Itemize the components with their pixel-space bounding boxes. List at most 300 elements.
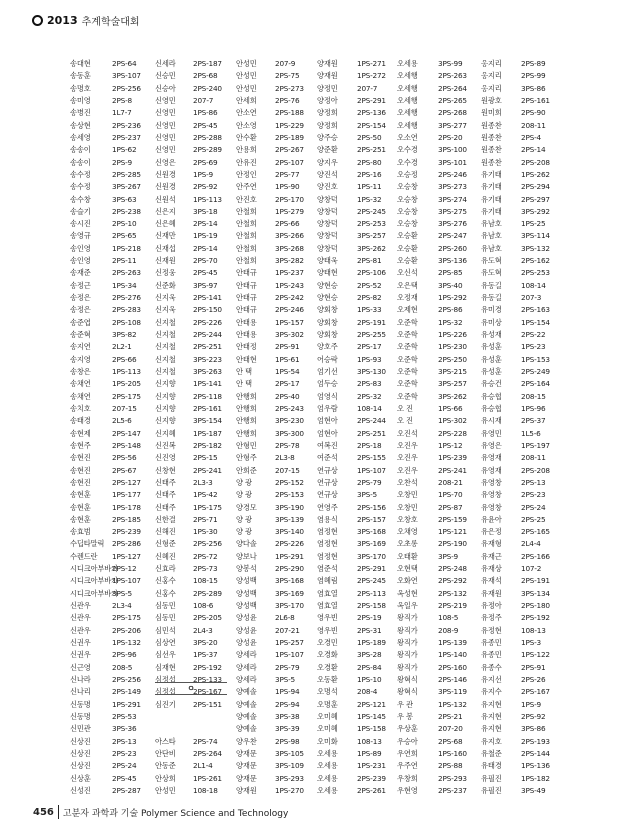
paper-code: 2PS-77 bbox=[275, 169, 300, 179]
author-name: 양주승 bbox=[317, 132, 338, 142]
paper-code: 2PS-16 bbox=[357, 169, 382, 179]
author-name: 신형준 bbox=[155, 539, 176, 549]
author-name: 어승락 bbox=[317, 354, 338, 364]
author-name: 안성민 bbox=[236, 71, 257, 81]
paper-code: 2L3-8 bbox=[275, 453, 295, 463]
paper-code: 1PS-239 bbox=[438, 453, 467, 463]
author-name: 안동준 bbox=[155, 761, 176, 771]
paper-code: 2PS-285 bbox=[112, 169, 141, 179]
author-name: 신영민 bbox=[155, 120, 176, 130]
paper-code: 3PS-136 bbox=[438, 256, 467, 266]
author-name: 오세용 bbox=[317, 761, 338, 771]
paper-code: 1PS-107 bbox=[275, 650, 304, 660]
author-name: 유기태 bbox=[481, 206, 502, 216]
paper-code: 1PS-187 bbox=[193, 428, 222, 438]
paper-code: 2PS-11 bbox=[112, 256, 137, 266]
paper-code: 3PS-107 bbox=[112, 71, 141, 81]
author-name: 양 광 bbox=[236, 477, 252, 487]
author-name: 유윤아 bbox=[481, 514, 502, 524]
paper-code: 3PS-168 bbox=[275, 576, 304, 586]
author-name: 유성재 bbox=[481, 330, 502, 340]
author-name: 신동명 bbox=[70, 711, 91, 721]
paper-code: 2PS-267 bbox=[275, 145, 304, 155]
author-name: 양세라 bbox=[236, 675, 257, 684]
paper-code: 1PS-270 bbox=[275, 785, 304, 795]
author-name: 신지욱 bbox=[155, 305, 176, 315]
author-name: 안세희 bbox=[236, 95, 257, 105]
author-name: 유시재 bbox=[481, 416, 502, 426]
author-name: 오화연 bbox=[397, 576, 418, 586]
author-name: 양창덕 bbox=[317, 231, 338, 241]
author-name: 양성윤 bbox=[236, 638, 257, 648]
author-name: 신재원 bbox=[155, 256, 176, 266]
paper-code: 3PS-105 bbox=[275, 748, 304, 758]
paper-code: 1PS-257 bbox=[275, 638, 304, 648]
author-name: 신재만 bbox=[155, 231, 176, 241]
author-name: 양성백 bbox=[236, 601, 257, 611]
paper-code: 2L3-3 bbox=[193, 477, 213, 487]
paper-code: 1PS-302 bbox=[438, 416, 467, 426]
paper-code: 2L4-3 bbox=[193, 625, 213, 635]
paper-code: 2PS-251 bbox=[357, 145, 386, 155]
author-name: 우승아 bbox=[397, 736, 418, 746]
paper-code: 3PS-215 bbox=[438, 367, 467, 376]
author-name: 유지선 bbox=[481, 675, 502, 684]
author-name: 송준혁 bbox=[70, 330, 91, 340]
author-name: 오수경 bbox=[397, 145, 418, 155]
paper-code: 2PS-161 bbox=[193, 403, 222, 413]
circle-bullet-icon bbox=[32, 15, 43, 26]
author-name: 엄영식 bbox=[317, 391, 338, 401]
author-name: 유성훈 bbox=[481, 354, 502, 364]
author-name: 오세용 bbox=[397, 59, 418, 68]
paper-code: 2PS-208 bbox=[521, 157, 550, 167]
author-name: 심동민 bbox=[155, 613, 176, 623]
author-name: 양성윤 bbox=[236, 625, 257, 635]
paper-code: 2PS-108 bbox=[112, 317, 141, 327]
paper-code: 1PS-279 bbox=[275, 206, 304, 216]
author-name: 양예솔 bbox=[236, 699, 257, 709]
author-name: 원미희 bbox=[481, 108, 502, 118]
author-name: 오진우 bbox=[397, 440, 418, 450]
paper-code: 1L5-6 bbox=[521, 428, 541, 438]
paper-code: 3PS-266 bbox=[275, 231, 304, 241]
paper-code: 2PS-185 bbox=[112, 514, 141, 524]
author-name: 오현택 bbox=[397, 564, 418, 574]
author-name: 오준학 bbox=[397, 342, 418, 352]
paper-code: 2PS-76 bbox=[275, 95, 300, 105]
author-name: 오정재 bbox=[397, 293, 418, 303]
paper-code: 1PS-231 bbox=[357, 761, 386, 771]
section-header: ㅇ bbox=[155, 682, 227, 695]
author-name: 신지철 bbox=[155, 330, 176, 340]
paper-code: 2PS-155 bbox=[357, 453, 386, 463]
author-name: 송동훈 bbox=[70, 71, 91, 81]
paper-code: 2PS-14 bbox=[521, 145, 546, 155]
paper-code: 2PS-244 bbox=[357, 416, 386, 426]
paper-code: 3PS-63 bbox=[112, 194, 137, 204]
paper-code: 2PS-82 bbox=[357, 293, 382, 303]
author-name: 유재상 bbox=[481, 564, 502, 574]
author-name: 송시진 bbox=[70, 219, 91, 229]
paper-code: 3PS-114 bbox=[521, 231, 550, 241]
paper-code: 2PS-256 bbox=[112, 83, 141, 93]
paper-code: 3PS-293 bbox=[275, 773, 304, 783]
author-name: 안태용 bbox=[236, 330, 257, 340]
paper-code: 1PS-132 bbox=[112, 638, 141, 648]
author-name: 시디크아부바카 bbox=[70, 576, 118, 586]
author-name: 오경환 bbox=[317, 662, 338, 672]
author-name: 유영창 bbox=[481, 502, 502, 512]
paper-code: 2PS-163 bbox=[521, 305, 550, 315]
paper-code: 2PS-21 bbox=[438, 711, 463, 721]
author-name: 신영민 bbox=[155, 95, 176, 105]
author-name: 신상진 bbox=[70, 736, 91, 746]
paper-code: 1PS-237 bbox=[275, 268, 304, 278]
author-name: 양예솔 bbox=[236, 687, 257, 697]
paper-code: 207-3 bbox=[521, 293, 542, 303]
author-name: 양창덕 bbox=[317, 194, 338, 204]
paper-code: 2PS-98 bbox=[275, 736, 300, 746]
paper-code: 108-14 bbox=[357, 403, 382, 413]
paper-code: 1PS-189 bbox=[357, 638, 386, 648]
paper-code: 3PS-170 bbox=[357, 551, 386, 561]
paper-code: 1PS-33 bbox=[357, 305, 382, 315]
author-name: 왕직가 bbox=[397, 613, 418, 623]
paper-code: 208-9 bbox=[438, 625, 459, 635]
paper-code: 1PS-197 bbox=[521, 440, 550, 450]
author-name: 유철준 bbox=[481, 748, 502, 758]
author-name: 오승환 bbox=[397, 243, 418, 253]
author-name: 염준석 bbox=[317, 564, 338, 574]
author-name: 송창은 bbox=[70, 367, 91, 376]
author-name: 유영민 bbox=[481, 428, 502, 438]
author-name: 양봉석 bbox=[236, 564, 257, 574]
paper-code: 3PS-5 bbox=[357, 490, 377, 500]
paper-code: 2PS-226 bbox=[193, 317, 222, 327]
author-name: 유필진 bbox=[481, 785, 502, 795]
author-name: 양정희 bbox=[317, 120, 338, 130]
paper-code: 208-21 bbox=[438, 477, 463, 487]
paper-code: 207-9 bbox=[275, 59, 296, 68]
paper-code: 2PS-83 bbox=[357, 379, 382, 389]
paper-code: 2PS-289 bbox=[193, 145, 222, 155]
paper-code: 2PS-238 bbox=[112, 206, 141, 216]
paper-code: 2PS-24 bbox=[521, 502, 546, 512]
author-name: 염혜림 bbox=[317, 576, 338, 586]
author-name: 양지우 bbox=[317, 157, 338, 167]
author-name: 엄기선 bbox=[317, 367, 338, 376]
author-name: 안 택 bbox=[236, 367, 252, 376]
paper-code: 2PS-159 bbox=[438, 514, 467, 524]
paper-code: 1PS-86 bbox=[193, 108, 218, 118]
paper-code: 2PS-146 bbox=[438, 675, 467, 684]
paper-code: 2PS-237 bbox=[438, 785, 467, 795]
author-name: 연규상 bbox=[317, 477, 338, 487]
paper-code: 1PS-9 bbox=[521, 699, 541, 709]
paper-code: 3PS-190 bbox=[275, 502, 304, 512]
author-name: 염정현 bbox=[317, 539, 338, 549]
paper-code: 2PS-23 bbox=[112, 748, 137, 758]
paper-code: 1PS-107 bbox=[112, 576, 141, 586]
author-name: 오세행 bbox=[397, 108, 418, 118]
paper-code: 3PS-257 bbox=[357, 231, 386, 241]
author-name: 옹지리 bbox=[481, 71, 502, 81]
paper-code: 2PS-205 bbox=[193, 613, 222, 623]
paper-code: 1PS-226 bbox=[438, 330, 467, 340]
paper-code: 2PS-265 bbox=[438, 95, 467, 105]
paper-code: 1PS-70 bbox=[438, 490, 463, 500]
author-name: 신지혜 bbox=[155, 428, 176, 438]
author-name: 오 진 bbox=[397, 416, 413, 426]
author-name: 우상훈 bbox=[397, 724, 418, 734]
author-name: 오진석 bbox=[397, 428, 418, 438]
author-name: 오승정 bbox=[397, 169, 418, 179]
paper-code: 2PS-166 bbox=[521, 551, 550, 561]
paper-code: 2PS-241 bbox=[193, 465, 222, 475]
author-name: 심동민 bbox=[155, 601, 176, 611]
paper-code: 1PS-160 bbox=[438, 748, 467, 758]
paper-code: 2PS-133 bbox=[193, 675, 222, 684]
author-name: 오경화 bbox=[317, 650, 338, 660]
paper-code: 208-5 bbox=[112, 662, 133, 672]
author-name: 유태경 bbox=[481, 761, 502, 771]
author-name: 오준학 bbox=[397, 391, 418, 401]
author-name: 오미혜 bbox=[317, 711, 338, 721]
author-name: 왕직가 bbox=[397, 625, 418, 635]
paper-code: 1PS-12 bbox=[438, 440, 463, 450]
author-name: 양준환 bbox=[317, 145, 338, 155]
author-name: 유승협 bbox=[481, 391, 502, 401]
author-name: 유정현 bbox=[481, 625, 502, 635]
author-name: 양정민 bbox=[317, 83, 338, 93]
author-name: 송송이 bbox=[70, 145, 91, 155]
paper-code: 2PS-70 bbox=[193, 256, 218, 266]
paper-code: 2PS-17 bbox=[357, 342, 382, 352]
paper-code: 207-15 bbox=[275, 465, 300, 475]
author-name: 송현진 bbox=[70, 477, 91, 487]
author-name: 오세용 bbox=[317, 785, 338, 795]
author-name: 송효범 bbox=[70, 527, 91, 537]
paper-code: 3PS-277 bbox=[438, 120, 467, 130]
author-name: 여복진 bbox=[317, 440, 338, 450]
paper-code: 2PS-175 bbox=[112, 391, 141, 401]
author-name: 송재준 bbox=[70, 268, 91, 278]
paper-code: 1PS-175 bbox=[193, 502, 222, 512]
paper-code: 3PS-263 bbox=[193, 367, 222, 376]
paper-code: 2PS-84 bbox=[357, 662, 382, 672]
author-name: 오창민 bbox=[397, 490, 418, 500]
paper-code: 2PS-289 bbox=[193, 588, 222, 598]
paper-code: 2PS-164 bbox=[521, 379, 550, 389]
author-name: 유지현 bbox=[481, 699, 502, 709]
author-name: 신근영 bbox=[70, 662, 91, 672]
author-name: 오미혜 bbox=[317, 724, 338, 734]
author-name: 안유진 bbox=[236, 157, 257, 167]
author-name: 엄우람 bbox=[317, 403, 338, 413]
paper-code: 3PS-262 bbox=[438, 391, 467, 401]
paper-code: 3PS-5 bbox=[112, 588, 132, 598]
paper-code: 1PS-178 bbox=[112, 502, 141, 512]
paper-code: 2PS-87 bbox=[438, 502, 463, 512]
paper-code: 2L2-1 bbox=[112, 342, 132, 352]
paper-code: 2PS-263 bbox=[112, 268, 141, 278]
paper-code: 2PS-206 bbox=[112, 625, 141, 635]
paper-code: 2PS-160 bbox=[438, 662, 467, 672]
paper-code: 2PS-170 bbox=[275, 194, 304, 204]
paper-code: 2PS-152 bbox=[275, 477, 304, 487]
author-name: 오준학 bbox=[397, 379, 418, 389]
paper-code: 2PS-88 bbox=[438, 761, 463, 771]
paper-code: 2PS-288 bbox=[193, 132, 222, 142]
paper-code: 2PS-167 bbox=[521, 687, 550, 697]
author-name: 유남호 bbox=[481, 219, 502, 229]
author-name: 안행희 bbox=[236, 391, 257, 401]
paper-code: 1PS-94 bbox=[275, 687, 300, 697]
paper-code: 2PS-191 bbox=[357, 317, 386, 327]
author-name: 오세행 bbox=[397, 120, 418, 130]
author-name: 유재석 bbox=[481, 576, 502, 586]
author-name: 안상희 bbox=[155, 773, 176, 783]
author-name: 신효라 bbox=[155, 564, 176, 574]
paper-code: 2PS-276 bbox=[112, 293, 141, 303]
author-name: 신지향 bbox=[155, 403, 176, 413]
author-name: 유지현 bbox=[481, 711, 502, 721]
paper-code: 3PS-223 bbox=[193, 354, 222, 364]
paper-code: 2PS-226 bbox=[275, 539, 304, 549]
paper-code: 1PS-89 bbox=[357, 748, 382, 758]
author-name: 송현훈 bbox=[70, 502, 91, 512]
author-name: 유승건 bbox=[481, 379, 502, 389]
paper-code: 108-13 bbox=[357, 736, 382, 746]
author-name: 송상현 bbox=[70, 120, 91, 130]
page-footer bbox=[33, 805, 288, 819]
author-name: 엄두승 bbox=[317, 379, 338, 389]
paper-code: 3PS-5 bbox=[275, 675, 295, 684]
paper-code: 3PS-36 bbox=[112, 724, 137, 734]
paper-code: 1PS-42 bbox=[193, 490, 218, 500]
paper-code: 1PS-54 bbox=[275, 367, 300, 376]
paper-code: 2PS-141 bbox=[193, 293, 222, 303]
paper-code: 1PS-272 bbox=[357, 71, 386, 81]
author-name: 안행희 bbox=[236, 416, 257, 426]
paper-code: 2PS-78 bbox=[275, 440, 300, 450]
author-name: 유재근 bbox=[481, 551, 502, 561]
paper-code: 2PS-188 bbox=[275, 108, 304, 118]
paper-code: 3PS-169 bbox=[357, 539, 386, 549]
paper-code: 2PS-151 bbox=[193, 699, 222, 709]
paper-code: 2PS-107 bbox=[275, 157, 304, 167]
paper-code: 3PS-38 bbox=[275, 711, 300, 721]
paper-code: 2PS-246 bbox=[438, 169, 467, 179]
paper-code: 1L7-7 bbox=[112, 108, 132, 118]
author-name: 송현제 bbox=[70, 428, 91, 438]
author-name: 양재문 bbox=[236, 761, 257, 771]
paper-code: 2PS-249 bbox=[521, 367, 550, 376]
paper-code: 2PS-37 bbox=[521, 416, 546, 426]
paper-code: 2PS-192 bbox=[521, 613, 550, 623]
paper-code: 1PS-157 bbox=[275, 317, 304, 327]
author-name: 양 광 bbox=[236, 514, 252, 524]
author-name: 송지연 bbox=[70, 342, 91, 352]
author-name: 송인영 bbox=[70, 256, 91, 266]
author-name: 신정웅 bbox=[155, 268, 176, 278]
author-name: 왕혁식 bbox=[397, 687, 418, 697]
paper-code: 2PS-190 bbox=[438, 539, 467, 549]
author-name: 시디크아부바카 bbox=[70, 564, 118, 574]
author-name: 오창민 bbox=[397, 502, 418, 512]
paper-code: 3PS-86 bbox=[521, 724, 546, 734]
paper-code: 2PS-189 bbox=[275, 132, 304, 142]
author-name: 안형주 bbox=[236, 453, 257, 463]
author-name: 영우빈 bbox=[317, 613, 338, 623]
author-name: 신원석 bbox=[155, 194, 176, 204]
page-header bbox=[32, 13, 140, 28]
author-name: 신진영 bbox=[155, 453, 176, 463]
author-name: 신준화 bbox=[155, 280, 176, 290]
author-name: 우 봉 bbox=[397, 711, 413, 721]
author-name: 오준학 bbox=[397, 317, 418, 327]
paper-code: 107-2 bbox=[521, 564, 542, 574]
paper-code: 3PS-49 bbox=[521, 785, 546, 795]
author-name: 신권우 bbox=[70, 650, 91, 660]
author-name: 오승창 bbox=[397, 206, 418, 216]
author-name: 안태규 bbox=[236, 305, 257, 315]
author-name: 유성훈 bbox=[481, 367, 502, 376]
paper-code: 2PS-68 bbox=[438, 736, 463, 746]
author-name: 왕직가 bbox=[397, 650, 418, 660]
author-name: 안희준 bbox=[236, 465, 257, 475]
author-name: 송현훈 bbox=[70, 490, 91, 500]
author-name: 송현진 bbox=[70, 465, 91, 475]
paper-code: 2PS-239 bbox=[357, 773, 386, 783]
paper-code: 1PS-230 bbox=[438, 342, 467, 352]
paper-code: 3PS-300 bbox=[275, 428, 304, 438]
paper-code: 3PS-275 bbox=[438, 206, 467, 216]
author-name: 옥성현 bbox=[397, 588, 418, 598]
author-name: 안 택 bbox=[236, 379, 252, 389]
paper-code: 108-15 bbox=[193, 576, 218, 586]
author-name: 양보나 bbox=[236, 551, 257, 561]
author-name: 왕혁식 bbox=[397, 675, 418, 684]
paper-code: 2PS-167 bbox=[193, 687, 222, 697]
author-name: 신원경 bbox=[155, 169, 176, 179]
paper-code: 2PS-251 bbox=[193, 342, 222, 352]
author-name: 옹지리 bbox=[481, 83, 502, 93]
author-name: 오동환 bbox=[317, 675, 338, 684]
paper-code: 2PS-13 bbox=[521, 477, 546, 487]
author-name: 유기태 bbox=[481, 194, 502, 204]
paper-code: 1PS-122 bbox=[521, 650, 550, 660]
paper-code: 2PS-253 bbox=[357, 219, 386, 229]
paper-code: 208-11 bbox=[521, 120, 546, 130]
author-name: 오초롱 bbox=[397, 539, 418, 549]
paper-code: 2PS-162 bbox=[521, 256, 550, 266]
paper-code: 2PS-245 bbox=[357, 576, 386, 586]
paper-code: 1PS-158 bbox=[357, 724, 386, 734]
paper-code: 2PS-256 bbox=[193, 539, 222, 549]
author-name: 여준석 bbox=[317, 453, 338, 463]
paper-code: 2PS-242 bbox=[275, 293, 304, 303]
author-name: 송병진 bbox=[70, 108, 91, 118]
paper-code: 1PS-262 bbox=[521, 169, 550, 179]
paper-code: 2PS-250 bbox=[438, 354, 467, 364]
paper-code: 2PS-20 bbox=[438, 132, 463, 142]
paper-code: 2L4-4 bbox=[521, 539, 541, 549]
paper-code: 2PS-53 bbox=[112, 711, 137, 721]
author-name: 양재문 bbox=[236, 748, 257, 758]
author-name: 신태주 bbox=[155, 490, 176, 500]
